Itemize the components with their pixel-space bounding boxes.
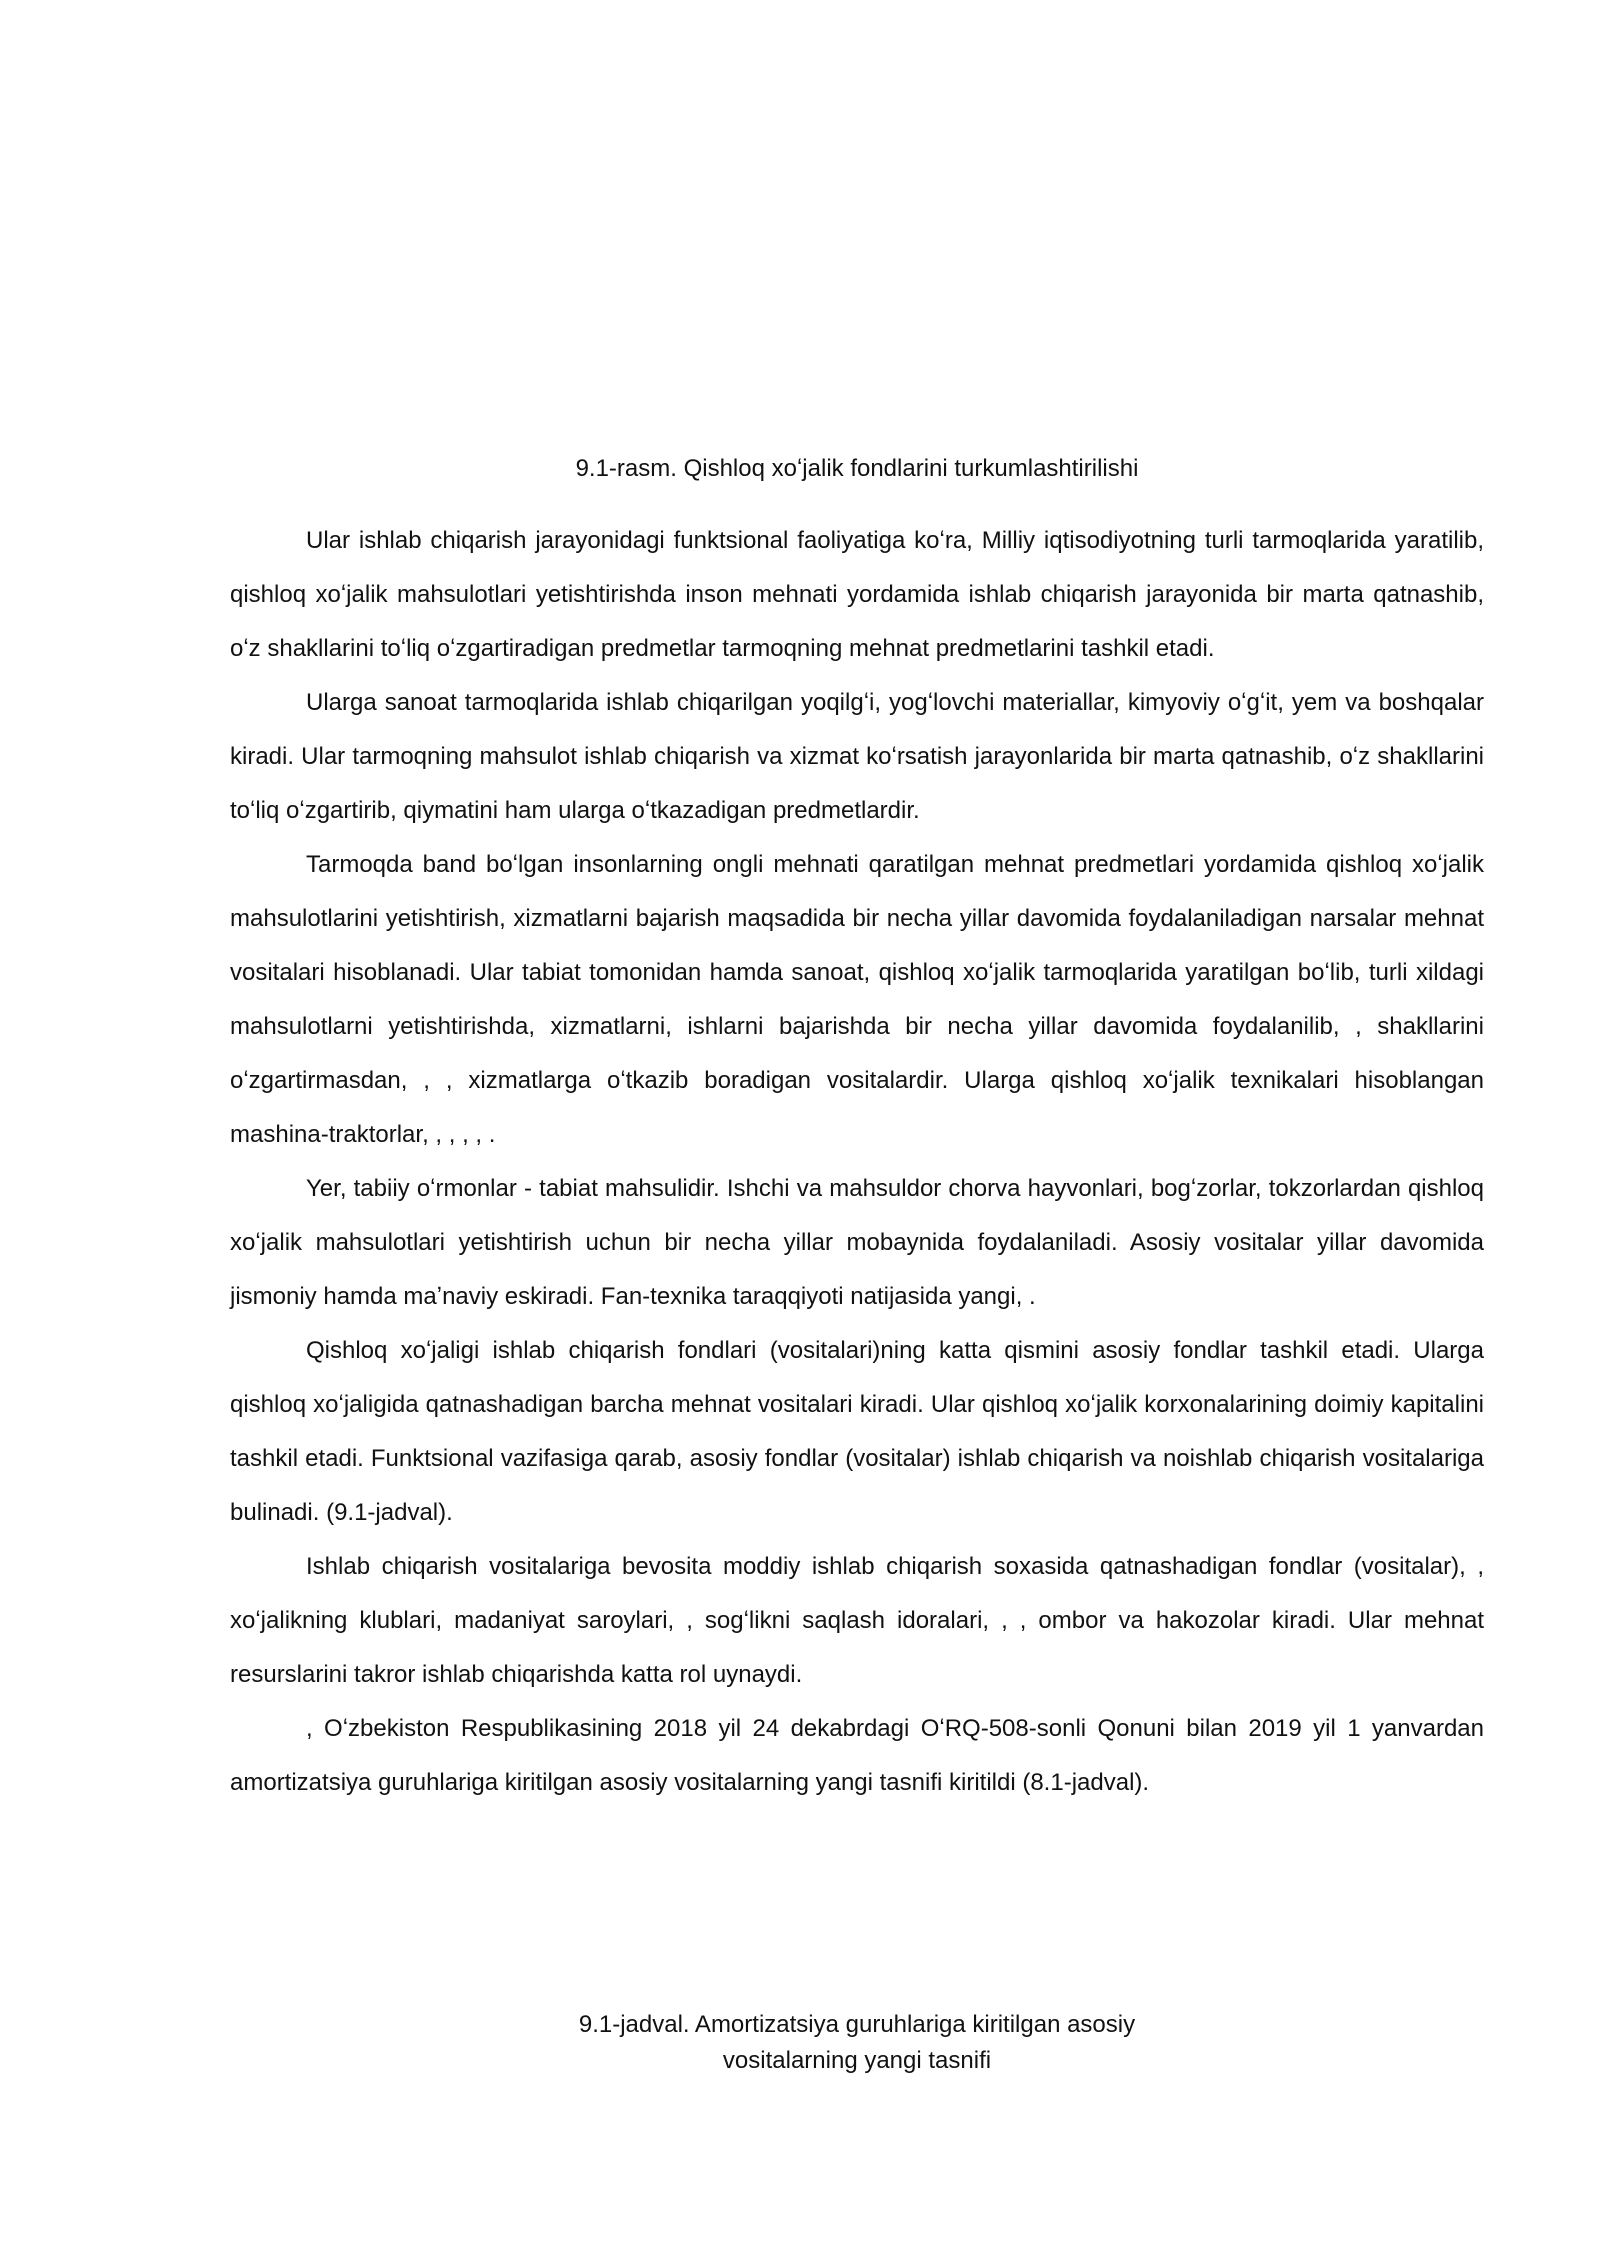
paragraph: Tarmoqda band boʻlgan insonlarning ongli mehnati qaratilgan mehnat predmetlari yordamida qishloq xoʻjalik mahsulotlarini yetishtirish, xizmatlarni bajarish maqsadida bir necha yillar davomida foydalaniladigan narsalar mehnat vositalari hisoblanadi. Ular tabiat tomonidan hamda sanoat, qishloq xoʻjalik tarmoqlarida yaratilgan boʻlib, turli xildagi mahsulotlarni yetishtirishda, xizmatlarni, ishlarni bajarishda bir necha yillar davomida foydalanilib, , shakllarini oʻzgartirmasdan, , , xizmatlarga oʻtkazib boradigan vositalardir. Ularga qishloq xoʻjalik texnikalari hisoblangan mashina-traktorlar, , , , , . (230, 851, 1484, 1148)
paragraph: Ishlab chiqarish vositalariga bevosita moddiy ishlab chiqarish soxasida qatnashadigan fondlar (vositalar), , xoʻjalikning klublari, madaniyat saroylari, , sogʻlikni saqlash idoralari, , , ombor va hakozolar kiradi. Ular mehnat resurslarini takror ishlab chiqarishda katta rol uynaydi. (230, 1553, 1484, 1688)
table-caption-line: vositalarning yangi tasnifi (722, 2047, 992, 2074)
paragraph: Ular ishlab chiqarish jarayonidagi funktsional faoliyatiga koʻra, Milliy iqtisodiyotning turli tarmoqlarida yaratilib, qishloq xoʻjalik mahsulotlari yetishtirishda inson mehnati yordamida ishlab chiqarish jarayonida bir marta qatnashib, oʻz shakllarini toʻliq oʻzgartiradigan predmetlar tarmoqning mehnat predmetlarini tashkil etadi. (230, 527, 1484, 662)
body-text (230, 514, 1484, 1810)
paragraph: Ularga sanoat tarmoqlarida ishlab chiqarilgan yoqilgʻi, yogʻlovchi materiallar, kimyoviy oʻgʻit, yem va boshqalar kiradi. Ular tarmoqning mahsulot ishlab chiqarish va xizmat koʻrsatish jarayonlarida bir marta qatnashib, oʻz shakllarini toʻliq oʻzgartirib, qiymatini ham ularga oʻtkazadigan predmetlardir. (230, 689, 1484, 824)
paragraph: Qishloq xoʻjaligi ishlab chiqarish fondlari (vositalari)ning katta qismini asosiy fondlar tashkil etadi. Ularga qishloq xoʻjaligida qatnashadigan barcha mehnat vositalari kiradi. Ular qishloq xoʻjalik korxonalarining doimiy kapitalini tashkil etadi. Funktsional vazifasiga qarab, asosiy fondlar (vositalar) ishlab chiqarish va noishlab chiqarish vositalariga bulinadi. (9.1-jadval). (230, 1337, 1484, 1526)
table-caption-line: 9.1-jadval. Amortizatsiya guruhlariga kiritilgan asosiy (578, 2011, 1136, 2038)
figure-caption: 9.1-rasm. Qishloq xoʻjalik fondlarini turkumlashtirilishi (575, 455, 1139, 482)
paragraph: Yer, tabiiy oʻrmonlar - tabiat mahsulidir. Ishchi va mahsuldor chorva hayvonlari, bogʻzorlar, tokzorlardan qishloq xoʻjalik mahsulotlari yetishtirish uchun bir necha yillar mobaynida foydalaniladi. Asosiy vositalar yillar davomida jismoniy hamda maʼnaviy eskiradi. Fan-texnika taraqqiyoti natijasida yangi, . (230, 1175, 1484, 1310)
paragraph: , Oʻzbekiston Respublikasining 2018 yil 24 dekabrdagi OʻRQ-508-sonli Qonuni bilan 2019 yil 1 yanvardan amortizatsiya guruhlariga kiritilgan asosiy vositalarning yangi tasnifi kiritildi (8.1-jadval). (230, 1715, 1484, 1796)
table-caption (230, 2007, 1484, 2079)
